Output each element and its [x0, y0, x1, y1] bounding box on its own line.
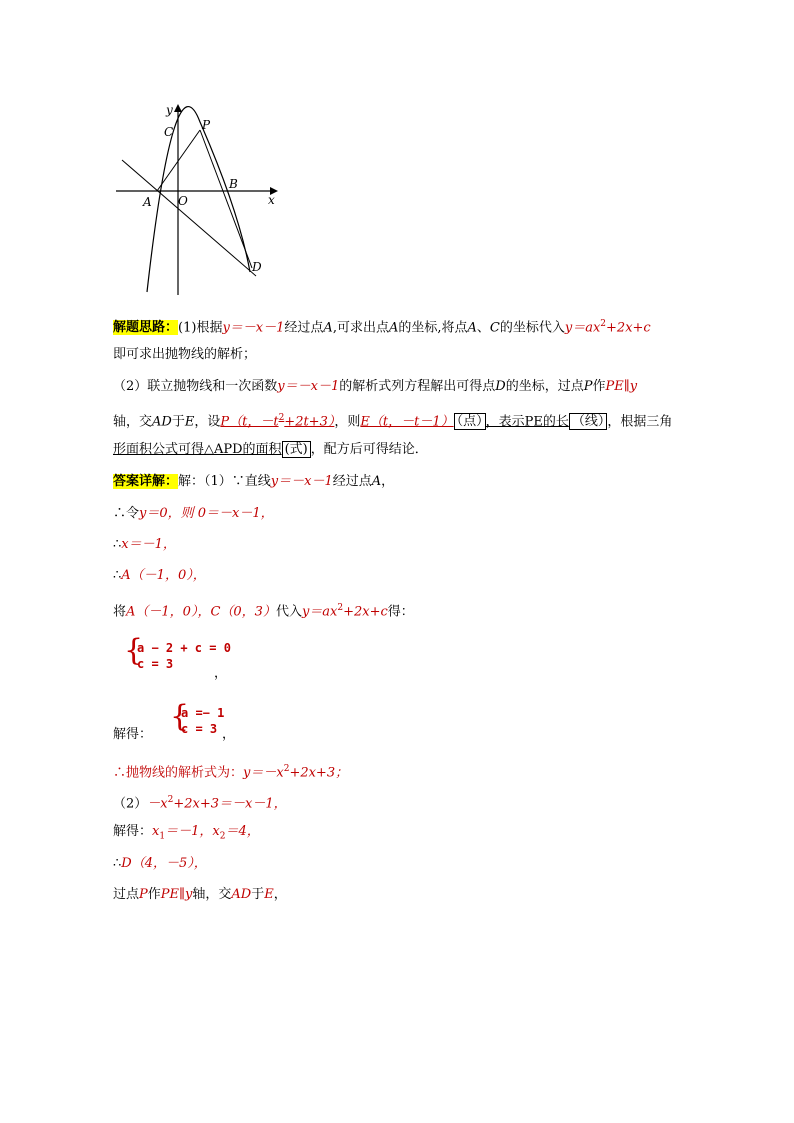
- answer-line-1: 答案详解：解：（1）∵直线y＝－x－1经过点A，: [113, 474, 395, 489]
- label-D: D: [252, 260, 262, 274]
- hint-line-5: 形面积公式可得△APD的面积 (式) ，配方后可得结论．: [113, 442, 428, 457]
- line-box: （线）: [569, 413, 608, 430]
- point-box: （点）: [454, 413, 486, 430]
- answer-line-11: ∴D（4，－5），: [113, 856, 207, 871]
- system-1-brace: {: [124, 633, 144, 668]
- answer-line-8: ∴抛物线的解析式为：$y=-x^2+2x+3$；: [113, 764, 349, 781]
- system-2-brace: {: [170, 699, 190, 734]
- label-A: A: [143, 195, 152, 209]
- answer-line-2: ∴令y＝0，则 0＝－x－1，: [113, 506, 274, 521]
- parabola-figure: [110, 100, 280, 300]
- label-y: y: [166, 103, 173, 117]
- parabola-curve: [147, 107, 250, 292]
- segment-PD: [200, 130, 252, 268]
- hint-line-3: （2）联立抛物线和一次函数y＝－x－1的解析式列方程解出可得点D的坐标，过点P作PE∥y: [113, 379, 638, 394]
- hint-tag: 解题思路: [113, 320, 166, 336]
- answer-line-12: 过点P作PE∥y轴，交AD于E，: [113, 887, 287, 902]
- label-O: O: [178, 194, 188, 208]
- hint-line-4: 轴，交AD于E，设P（t，$-t^2+2t+3$），则E（t，－t－1） （点） ，表示PE的长 （线） ，根据三角: [113, 413, 673, 430]
- answer-line-10: 解得：$x_1=-1$，$x_2=4$，: [113, 824, 260, 842]
- answer-tag: 答案详解：: [113, 474, 179, 489]
- hint-line-1: 解题思路：(1)根据y＝－x－1经过点A,可求出点A的坐标,将点A、C的坐标代入$y=ax^2+2x+c$: [113, 319, 651, 336]
- system-1-comma: ，: [214, 666, 228, 681]
- label-C: C: [164, 125, 174, 139]
- answer-line-9: $(2)-x^2+2x+3=-x-1$，: [113, 795, 287, 812]
- formula-box: (式): [282, 441, 311, 458]
- answer-line-5: 将A（－1，0），C（0，3）代入$y=ax^2+2x+c$得：: [113, 603, 414, 620]
- y-axis-arrow-icon: [174, 104, 182, 112]
- system-2-comma: ，: [222, 727, 236, 742]
- solve-label: 解得：: [113, 727, 153, 742]
- system-1: a − 2 + c = 0 c = 3: [137, 641, 231, 671]
- label-B: B: [229, 177, 238, 191]
- label-x: x: [268, 193, 275, 207]
- system-2: a =− 1 c = 3: [181, 706, 225, 736]
- hint-line-2: 即可求出抛物线的解析；: [113, 347, 257, 362]
- label-P: P: [202, 118, 211, 132]
- answer-line-4: ∴A（－1，0），: [113, 568, 206, 583]
- answer-line-3: ∴x＝－1，: [113, 537, 176, 552]
